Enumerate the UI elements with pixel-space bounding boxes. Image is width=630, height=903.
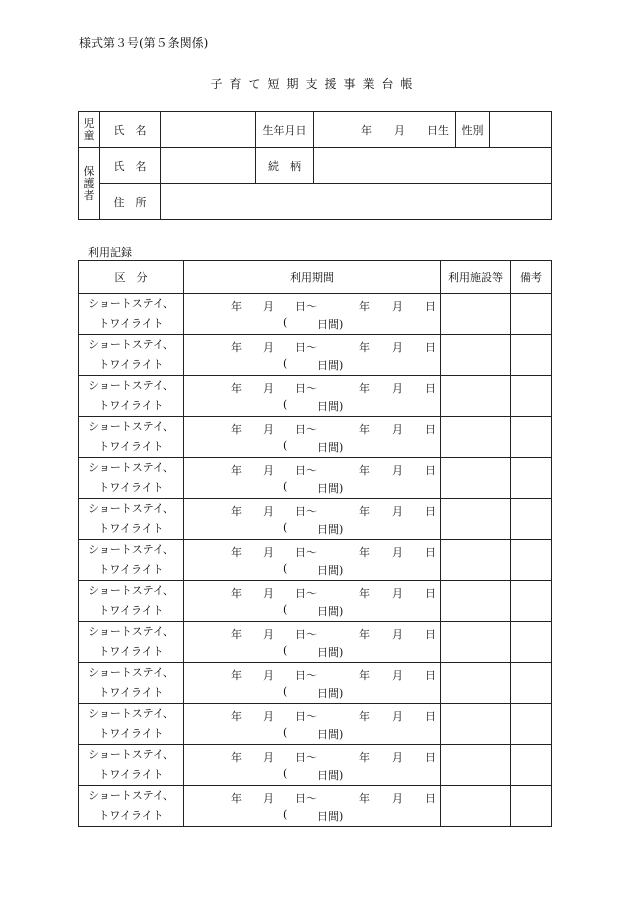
address-label: 住 所 — [100, 184, 161, 220]
period-text: 日 — [425, 546, 436, 559]
period-text: 月 — [263, 382, 274, 395]
period-text: 年 — [359, 341, 370, 354]
period-cell[interactable] — [184, 581, 441, 622]
period-text: 月 — [392, 710, 403, 723]
period-text: 年 — [231, 464, 242, 477]
period-text: 年 — [231, 792, 242, 805]
period-text: 日〜 — [295, 751, 317, 764]
table-row — [79, 294, 552, 335]
period-text: ( — [283, 562, 288, 575]
period-text: 日〜 — [295, 628, 317, 641]
period-text: 年 — [359, 505, 370, 518]
col-header-notes: 備考 — [511, 261, 552, 294]
notes-cell[interactable] — [511, 786, 552, 827]
birthdate-field[interactable]: 年 月 日生 — [314, 112, 456, 148]
period-text: 日間) — [317, 646, 344, 659]
kubun-line-1: ショートステイ、 — [88, 707, 174, 720]
address-field[interactable] — [161, 184, 552, 220]
facility-cell[interactable] — [441, 786, 511, 827]
kubun-cell — [79, 458, 184, 499]
period-text: 年 — [359, 628, 370, 641]
period-text: 日間) — [317, 523, 344, 536]
period-text: ( — [283, 316, 288, 329]
period-text: 日間) — [317, 400, 344, 413]
kubun-line-2: トワイライト — [98, 727, 164, 740]
period-text: 日間) — [317, 564, 344, 577]
period-text: 月 — [392, 382, 403, 395]
relation-label: 続 柄 — [256, 148, 314, 184]
kubun-line-1: ショートステイ、 — [88, 625, 174, 638]
period-text: 日〜 — [295, 710, 317, 723]
facility-cell[interactable] — [441, 622, 511, 663]
kubun-line-1: ショートステイ、 — [88, 502, 174, 515]
period-text: 日間) — [317, 728, 344, 741]
guardian-name-field[interactable] — [161, 148, 256, 184]
period-text: 月 — [392, 751, 403, 764]
period-text: 日〜 — [295, 300, 317, 313]
period-text: 年 — [231, 546, 242, 559]
period-text: 日〜 — [295, 341, 317, 354]
period-text: 月 — [263, 710, 274, 723]
form-reference: 様式第３号(第５条関係) — [79, 36, 209, 50]
period-text: 月 — [263, 751, 274, 764]
period-text: 年 — [359, 587, 370, 600]
period-text: 月 — [392, 669, 403, 682]
notes-cell[interactable] — [511, 499, 552, 540]
notes-cell[interactable] — [511, 540, 552, 581]
facility-cell[interactable] — [441, 663, 511, 704]
period-text: 日 — [425, 587, 436, 600]
period-text: ( — [283, 521, 288, 534]
period-text: 月 — [263, 546, 274, 559]
kubun-line-1: ショートステイ、 — [88, 789, 174, 802]
period-text: 日〜 — [295, 792, 317, 805]
period-text: 年 — [359, 669, 370, 682]
facility-cell[interactable] — [441, 294, 511, 335]
period-text: ( — [283, 398, 288, 411]
facility-cell[interactable] — [441, 417, 511, 458]
kubun-line-2: トワイライト — [98, 399, 164, 412]
period-cell[interactable] — [184, 294, 441, 335]
notes-cell[interactable] — [511, 745, 552, 786]
period-text: ( — [283, 685, 288, 698]
period-text: 日 — [425, 628, 436, 641]
period-text: 年 — [231, 423, 242, 436]
period-text: 日 — [425, 423, 436, 436]
usage-records-table — [78, 260, 552, 827]
facility-cell[interactable] — [441, 335, 511, 376]
kubun-cell — [79, 786, 184, 827]
period-text: 月 — [263, 792, 274, 805]
period-text: 日 — [425, 300, 436, 313]
period-text: 年 — [231, 669, 242, 682]
document-title: 子育て短期支援事業台帳 — [210, 77, 420, 91]
period-text: 年 — [231, 628, 242, 641]
period-text: 月 — [263, 464, 274, 477]
period-text: 月 — [263, 587, 274, 600]
period-text: 年 — [231, 300, 242, 313]
period-text: 日 — [425, 382, 436, 395]
table-row — [79, 458, 552, 499]
kubun-line-1: ショートステイ、 — [88, 666, 174, 679]
kubun-cell — [79, 540, 184, 581]
kubun-cell — [79, 663, 184, 704]
kubun-line-1: ショートステイ、 — [88, 379, 174, 392]
period-text: 月 — [263, 669, 274, 682]
guardian-label: 保護者 — [79, 148, 100, 220]
period-text: 月 — [392, 423, 403, 436]
kubun-line-2: トワイライト — [98, 317, 164, 330]
facility-cell[interactable] — [441, 540, 511, 581]
period-text: 日間) — [317, 318, 344, 331]
period-text: 日間) — [317, 441, 344, 454]
kubun-line-1: ショートステイ、 — [88, 338, 174, 351]
kubun-line-2: トワイライト — [98, 563, 164, 576]
period-text: 日 — [425, 669, 436, 682]
notes-cell[interactable] — [511, 458, 552, 499]
table-row — [79, 335, 552, 376]
period-text: ( — [283, 603, 288, 616]
period-text: 年 — [359, 423, 370, 436]
period-text: 年 — [231, 751, 242, 764]
table-row — [79, 581, 552, 622]
kubun-line-2: トワイライト — [98, 481, 164, 494]
table-row — [79, 540, 552, 581]
period-cell[interactable] — [184, 376, 441, 417]
period-text: 日 — [425, 505, 436, 518]
birthdate-label: 生年月日 — [256, 112, 314, 148]
child-label: 児童 — [79, 112, 100, 148]
period-cell[interactable] — [184, 458, 441, 499]
gender-label: 性別 — [456, 112, 490, 148]
period-text: 年 — [231, 382, 242, 395]
period-cell[interactable] — [184, 663, 441, 704]
period-text: 年 — [359, 792, 370, 805]
period-cell[interactable] — [184, 417, 441, 458]
kubun-line-1: ショートステイ、 — [88, 584, 174, 597]
period-text: 月 — [392, 587, 403, 600]
notes-cell[interactable] — [511, 335, 552, 376]
period-text: ( — [283, 726, 288, 739]
facility-cell[interactable] — [441, 581, 511, 622]
kubun-line-1: ショートステイ、 — [88, 297, 174, 310]
period-text: 月 — [263, 628, 274, 641]
period-text: ( — [283, 767, 288, 780]
period-text: 年 — [359, 751, 370, 764]
kubun-line-2: トワイライト — [98, 440, 164, 453]
table-row — [79, 663, 552, 704]
kubun-line-2: トワイライト — [98, 809, 164, 822]
kubun-cell — [79, 499, 184, 540]
notes-cell[interactable] — [511, 294, 552, 335]
notes-cell[interactable] — [511, 581, 552, 622]
period-text: 日間) — [317, 687, 344, 700]
period-text: 年 — [231, 341, 242, 354]
period-text: 日 — [425, 464, 436, 477]
period-text: 日 — [425, 792, 436, 805]
gender-field[interactable] — [490, 112, 552, 148]
facility-cell[interactable] — [441, 745, 511, 786]
period-text: 月 — [392, 628, 403, 641]
kubun-line-1: ショートステイ、 — [88, 461, 174, 474]
kubun-cell — [79, 745, 184, 786]
table-row — [79, 704, 552, 745]
period-text: 月 — [392, 546, 403, 559]
notes-cell[interactable] — [511, 622, 552, 663]
kubun-cell — [79, 581, 184, 622]
period-cell[interactable] — [184, 499, 441, 540]
guardian-name-label: 氏 名 — [100, 148, 161, 184]
registrant-table — [78, 111, 552, 220]
period-text: ( — [283, 357, 288, 370]
period-cell[interactable] — [184, 335, 441, 376]
period-text: 日〜 — [295, 464, 317, 477]
kubun-line-2: トワイライト — [98, 522, 164, 535]
period-text: 年 — [359, 464, 370, 477]
period-text: 日間) — [317, 769, 344, 782]
period-text: ( — [283, 644, 288, 657]
table-row — [79, 745, 552, 786]
period-text: 年 — [359, 710, 370, 723]
col-header-facility: 利用施設等 — [441, 261, 511, 294]
period-text: 月 — [392, 792, 403, 805]
notes-cell[interactable] — [511, 376, 552, 417]
kubun-cell — [79, 335, 184, 376]
kubun-line-2: トワイライト — [98, 768, 164, 781]
period-cell[interactable] — [184, 704, 441, 745]
facility-cell[interactable] — [441, 704, 511, 745]
period-text: 年 — [231, 710, 242, 723]
kubun-line-1: ショートステイ、 — [88, 420, 174, 433]
period-text: ( — [283, 808, 288, 821]
kubun-cell — [79, 417, 184, 458]
period-text: 月 — [263, 300, 274, 313]
period-text: 年 — [359, 382, 370, 395]
period-text: 月 — [263, 341, 274, 354]
period-text: 日 — [425, 751, 436, 764]
table-row — [79, 376, 552, 417]
kubun-cell — [79, 622, 184, 663]
notes-cell[interactable] — [511, 663, 552, 704]
period-text: 月 — [392, 505, 403, 518]
table-row — [79, 499, 552, 540]
period-text: 月 — [263, 423, 274, 436]
kubun-cell — [79, 376, 184, 417]
period-text: 日 — [425, 341, 436, 354]
kubun-line-2: トワイライト — [98, 645, 164, 658]
table-row — [79, 622, 552, 663]
kubun-line-1: ショートステイ、 — [88, 748, 174, 761]
kubun-line-2: トワイライト — [98, 686, 164, 699]
period-text: 月 — [392, 464, 403, 477]
col-header-period: 利用期間 — [184, 261, 441, 294]
period-text: 日間) — [317, 605, 344, 618]
period-text: 年 — [359, 546, 370, 559]
period-text: 日〜 — [295, 587, 317, 600]
kubun-line-2: トワイライト — [98, 358, 164, 371]
kubun-line-1: ショートステイ、 — [88, 543, 174, 556]
child-name-label: 氏 名 — [100, 112, 161, 148]
relation-field[interactable] — [314, 148, 552, 184]
records-section-label: 利用記録 — [88, 246, 132, 259]
notes-cell[interactable] — [511, 704, 552, 745]
period-text: 日〜 — [295, 423, 317, 436]
period-text: 日 — [425, 710, 436, 723]
period-cell[interactable] — [184, 786, 441, 827]
period-text: 日〜 — [295, 505, 317, 518]
period-text: 年 — [231, 587, 242, 600]
period-text: 年 — [231, 505, 242, 518]
period-cell[interactable] — [184, 622, 441, 663]
period-text: 月 — [263, 505, 274, 518]
period-text: 日〜 — [295, 546, 317, 559]
kubun-line-2: トワイライト — [98, 604, 164, 617]
period-text: 月 — [392, 300, 403, 313]
table-row — [79, 417, 552, 458]
notes-cell[interactable] — [511, 417, 552, 458]
period-text: 日〜 — [295, 669, 317, 682]
period-text: 日〜 — [295, 382, 317, 395]
period-cell[interactable] — [184, 745, 441, 786]
period-text: 日間) — [317, 810, 344, 823]
facility-cell[interactable] — [441, 499, 511, 540]
kubun-cell — [79, 294, 184, 335]
period-text: 年 — [359, 300, 370, 313]
kubun-cell — [79, 704, 184, 745]
facility-cell[interactable] — [441, 458, 511, 499]
period-text: 月 — [392, 341, 403, 354]
period-text: 日間) — [317, 359, 344, 372]
col-header-kubun: 区 分 — [79, 261, 184, 294]
period-text: ( — [283, 480, 288, 493]
period-text: ( — [283, 439, 288, 452]
table-row — [79, 786, 552, 827]
period-cell[interactable] — [184, 540, 441, 581]
facility-cell[interactable] — [441, 376, 511, 417]
child-name-field[interactable] — [161, 112, 256, 148]
period-text: 日間) — [317, 482, 344, 495]
